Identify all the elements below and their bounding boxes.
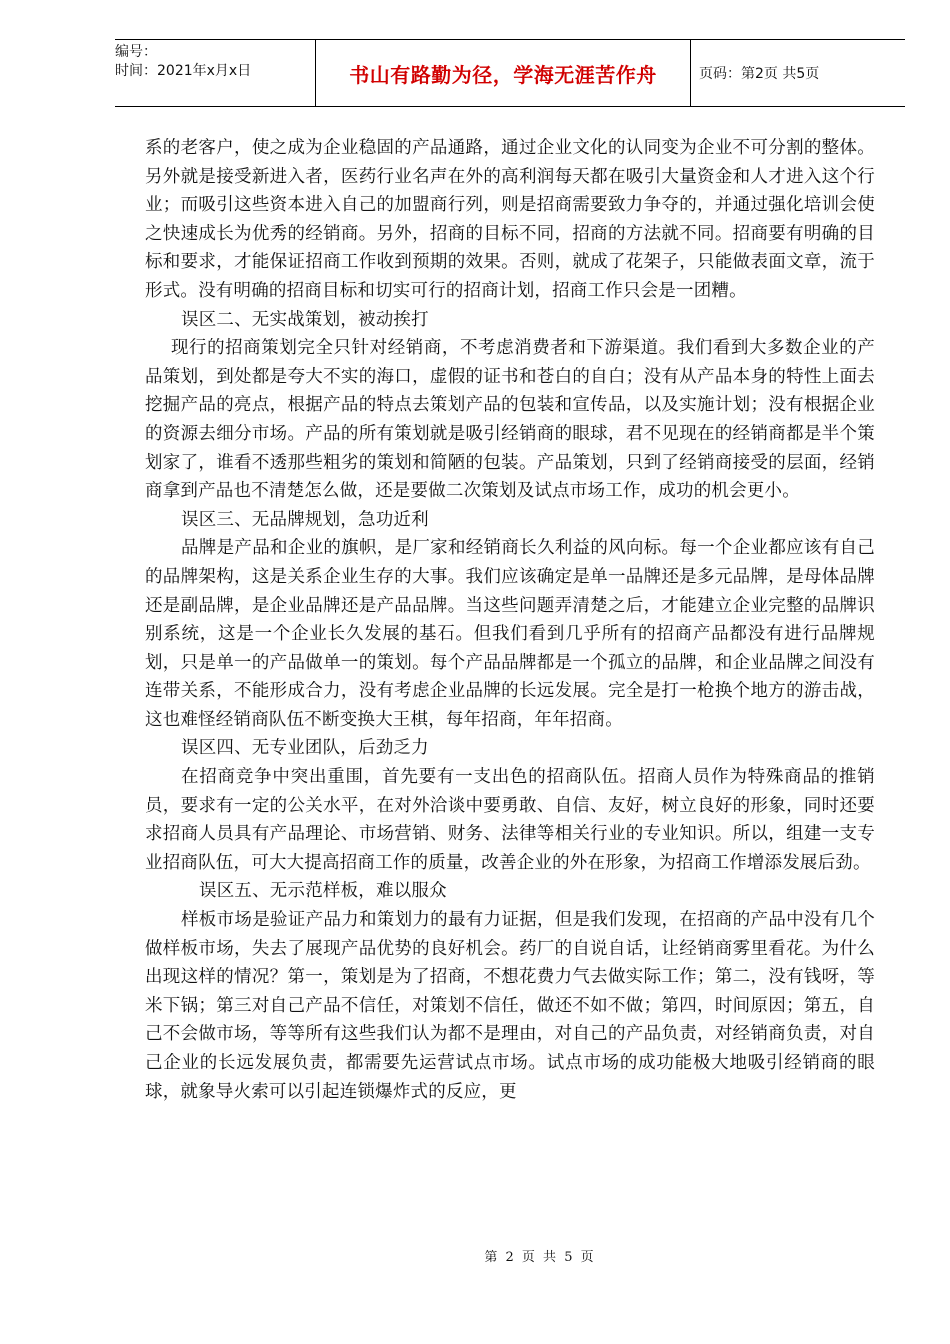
- body-paragraph: 系的老客户，使之成为企业稳固的产品通路，通过企业文化的认同变为企业不可分割的整体。另外就是接受新进入者，医药行业名声在外的高利润每天都在吸引大量资金和人才进入这个行业；而吸引这些资本进入自己的加盟商行列，则是招商需要致力争夺的，并通过强化培训会使之快速成长为优秀的经销商。另外，招商的目标不同，招商的方法就不同。招商要有明确的目标和要求，才能保证招商工作收到预期的效果。否则，就成了花架子，只能做表面文章，流于形式。没有明确的招商目标和切实可行的招商计划，招商工作只会是一团糟。: [145, 138, 875, 301]
- section-heading: 误区二、无实战策划，被动挨打: [181, 309, 429, 330]
- body-paragraph: 现行的招商策划完全只针对经销商，不考虑消费者和下游渠道。我们看到大多数企业的产品策划，到处都是夸大不实的海口，虚假的证书和苍白的自白；没有从产品本身的特性上面去挖掘产品的亮点，根据产品的特点去策划产品的包装和宣传品，以及实施计划；没有根据企业的资源去细分市场。产品的所有策划就是吸引经销商的眼球，君不见现在的经销商都是半个策划家了，谁看不透那些粗劣的策划和简陋的包装。产品策划，只到了经销商接受的层面，经销商拿到产品也不清楚怎么做，还是要做二次策划及试点市场工作，成功的机会更小。: [145, 338, 875, 502]
- section-heading: 误区三、无品牌规划，急功近利: [181, 509, 429, 530]
- body-paragraph: 样板市场是验证产品力和策划力的最有力证据，但是我们发现，在招商的产品中没有几个做样板市场，失去了展现产品优势的良好机会。药厂的自说自话，让经销商雾里看花。为什么出现这样的情况？第一，策划是为了招商，不想花费力气去做实际工作；第二，没有钱呀，等米下锅；第三对自己产品不信任，对策划不信任，做还不如不做；第四，时间原因；第五，自己不会做市场，等等所有这些我们认为都不是理由，对自己的产品负责，对经销商负责，对自己企业的长远发展负责，都需要先运营试点市场。试点市场的成功能极大地吸引经销商的眼球，就象导火索可以引起连锁爆炸式的反应，更: [145, 910, 875, 1102]
- document-body: [145, 134, 875, 1106]
- body-paragraph: 品牌是产品和企业的旗帜，是厂家和经销商长久利益的风向标。每一个企业都应该有自己的品牌架构，这是关系企业生存的大事。我们应该确定是单一品牌还是多元品牌，是母体品牌还是副品牌，是企业品牌还是产品品牌。当这些问题弄清楚之后，才能建立企业完整的品牌识别系统，这是一个企业长久发展的基石。但我们看到几乎所有的招商产品都没有进行品牌规划，只是单一的产品做单一的策划。每个产品品牌都是一个孤立的品牌，和企业品牌之间没有连带关系，不能形成合力，没有考虑企业品牌的长远发展。完全是打一枪换个地方的游击战，这也难怪经销商队伍不断变换大王棋，每年招商，年年招商。: [145, 538, 875, 730]
- section-heading: 误区四、无专业团队，后劲乏力: [181, 738, 429, 759]
- serial-number-label: 编号：: [115, 44, 157, 60]
- page-footer: 第 2 页 共 5 页: [484, 1250, 596, 1265]
- header-meta: [115, 40, 315, 106]
- header-motto: 书山有路勤为径，学海无涯苦作舟: [315, 40, 691, 106]
- document-header: [115, 39, 905, 107]
- section-heading: 误区五、无示范样板，难以服众: [199, 881, 447, 902]
- date-label: 时间：2021年x月x日: [115, 63, 252, 79]
- header-page-info: 页码：第2页 共5页: [699, 66, 820, 82]
- body-paragraph: 在招商竞争中突出重围，首先要有一支出色的招商队伍。招商人员作为特殊商品的推销员，要求有一定的公关水平，在对外洽谈中要勇敢、自信、友好，树立良好的形象，同时还要求招商人员具有产品理论、市场营销、财务、法律等相关行业的专业知识。所以，组建一支专业招商队伍，可大大提高招商工作的质量，改善企业的外在形象，为招商工作增添发展后劲。: [145, 767, 875, 873]
